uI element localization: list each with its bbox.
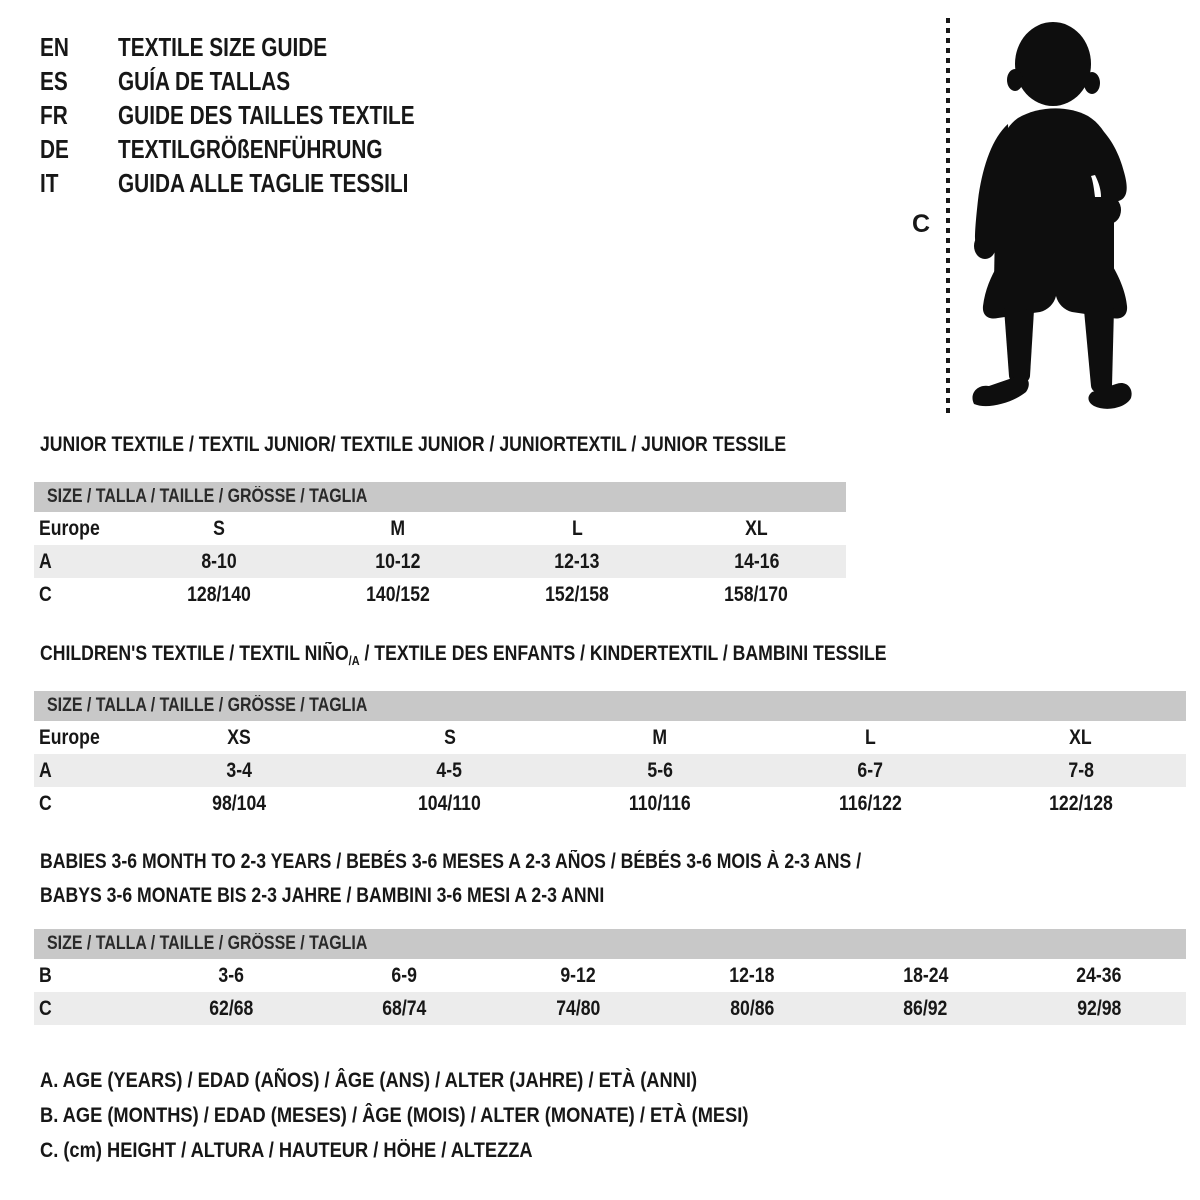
size-cell: 140/152 xyxy=(365,582,430,606)
size-cell: 4-5 xyxy=(436,758,463,782)
size-cell: 6-7 xyxy=(857,758,884,782)
size-cell: 110/116 xyxy=(629,791,691,815)
legend-line-c: C. (cm) HEIGHT / ALTURA / HAUTEUR / HÖHE / ALTEZZA xyxy=(40,1139,533,1162)
measurement-legend xyxy=(40,1063,854,1168)
babies-size-table xyxy=(34,929,1186,1025)
size-header-bar: SIZE / TALLA / TAILLE / GRÖSSE / TAGLIA xyxy=(34,482,846,512)
size-cell: 3-6 xyxy=(218,963,244,987)
language-list xyxy=(40,30,489,200)
table-row-c xyxy=(34,992,1186,1025)
size-cell: 12-18 xyxy=(729,963,775,987)
size-header-bar: SIZE / TALLA / TAILLE / GRÖSSE / TAGLIA xyxy=(34,691,1186,721)
legend-line-a: A. AGE (YEARS) / EDAD (AÑOS) / ÂGE (ANS) / ALTER (JAHRE) / ETÀ (ANNI) xyxy=(40,1069,698,1092)
table-row-europe xyxy=(34,721,1186,754)
size-cell: M xyxy=(390,516,406,540)
size-cell: M xyxy=(652,725,668,749)
size-cell: 24-36 xyxy=(1076,963,1122,987)
language-code: FR xyxy=(40,100,68,130)
size-cell: 92/98 xyxy=(1077,996,1122,1020)
table-row-c xyxy=(34,787,1186,820)
children-size-table xyxy=(34,691,1186,820)
size-cell: S xyxy=(212,516,225,540)
toddler-silhouette-icon xyxy=(968,20,1138,420)
size-cell: 74/80 xyxy=(556,996,601,1020)
height-measure-dashed-line xyxy=(946,18,950,418)
size-cell: 152/158 xyxy=(545,582,610,606)
size-cell: 86/92 xyxy=(903,996,948,1020)
language-label: TEXTILGRÖßENFÜHRUNG xyxy=(118,134,383,164)
language-code: DE xyxy=(40,134,69,164)
row-label: Europe xyxy=(39,725,100,749)
row-label: C xyxy=(39,582,52,606)
language-label: GUIDA ALLE TAGLIE TESSILI xyxy=(118,168,409,198)
row-label: A xyxy=(39,549,52,573)
language-row-es xyxy=(40,64,489,98)
size-cell: S xyxy=(443,725,456,749)
row-label: A xyxy=(39,758,52,782)
size-cell: 8-10 xyxy=(200,549,237,573)
size-cell: 98/104 xyxy=(212,791,267,815)
size-cell: 122/128 xyxy=(1048,791,1113,815)
size-cell: 9-12 xyxy=(560,963,596,987)
size-cell: 18-24 xyxy=(902,963,949,987)
language-label: GUIDE DES TAILLES TEXTILE xyxy=(118,100,415,130)
row-label: C xyxy=(39,996,52,1020)
row-label: Europe xyxy=(39,516,100,540)
size-cell: 62/68 xyxy=(208,996,253,1020)
size-cell: XL xyxy=(1069,725,1093,749)
size-cell: 12-13 xyxy=(554,549,600,573)
size-cell: 104/110 xyxy=(418,791,482,815)
size-cell: 10-12 xyxy=(375,549,421,573)
row-label: C xyxy=(39,791,52,815)
legend-line-b: B. AGE (MONTHS) / EDAD (MESES) / ÂGE (MOIS) / ALTER (MONATE) / ETÀ (MESI) xyxy=(40,1104,749,1127)
junior-section-title: JUNIOR TEXTILE / TEXTIL JUNIOR/ TEXTILE JUNIOR / JUNIORTEXTIL / JUNIOR TESSILE xyxy=(40,433,787,456)
table-row-b xyxy=(34,959,1186,992)
table-row-c xyxy=(34,578,846,611)
size-cell: L xyxy=(571,516,583,540)
size-cell: 116/122 xyxy=(839,791,902,815)
language-row-fr xyxy=(40,98,489,132)
junior-size-table xyxy=(34,482,846,611)
size-cell: L xyxy=(865,725,876,749)
size-cell: XS xyxy=(227,725,251,749)
language-code: IT xyxy=(40,168,59,198)
size-header-bar: SIZE / TALLA / TAILLE / GRÖSSE / TAGLIA xyxy=(34,929,1186,959)
language-label: TEXTILE SIZE GUIDE xyxy=(118,32,328,62)
size-cell: 3-4 xyxy=(226,758,252,782)
language-row-it xyxy=(40,166,489,200)
height-measure-label-c: C xyxy=(912,210,931,238)
size-cell: 80/86 xyxy=(729,996,774,1020)
language-row-de xyxy=(40,132,489,166)
size-cell: 158/170 xyxy=(724,582,789,606)
language-label: GUÍA DE TALLAS xyxy=(118,66,291,96)
table-row-a xyxy=(34,754,1186,787)
row-label: B xyxy=(39,963,52,987)
language-row-en xyxy=(40,30,489,64)
nino-a-subscript: /A xyxy=(348,653,360,668)
size-cell: 7-8 xyxy=(1068,758,1094,782)
table-row-a xyxy=(34,545,846,578)
size-cell: 5-6 xyxy=(647,758,673,782)
size-cell: XL xyxy=(745,516,768,540)
table-row-europe xyxy=(34,512,846,545)
language-code: EN xyxy=(40,32,69,62)
language-code: ES xyxy=(40,66,68,96)
size-cell: 128/140 xyxy=(186,582,251,606)
size-cell: 14-16 xyxy=(733,549,779,573)
size-cell: 68/74 xyxy=(382,996,427,1020)
size-cell: 6-9 xyxy=(391,963,418,987)
babies-section-title: BABIES 3-6 MONTH TO 2-3 YEARS / BEBÉS 3-6 MESES A 2-3 AÑOS / BÉBÉS 3-6 MOIS À 2-3 ANS / BABYS 3-6 MONATE BIS 2-3 JAHRE / BAMBINI 3-6 MESI A 2-3 ANNI xyxy=(40,850,862,907)
children-section-title: CHILDREN'S TEXTILE / TEXTIL $NIÑO_{/A}$ / TEXTILE DES ENFANTS / KINDERTEXTIL / BAMBINI TESSILE xyxy=(40,642,887,668)
